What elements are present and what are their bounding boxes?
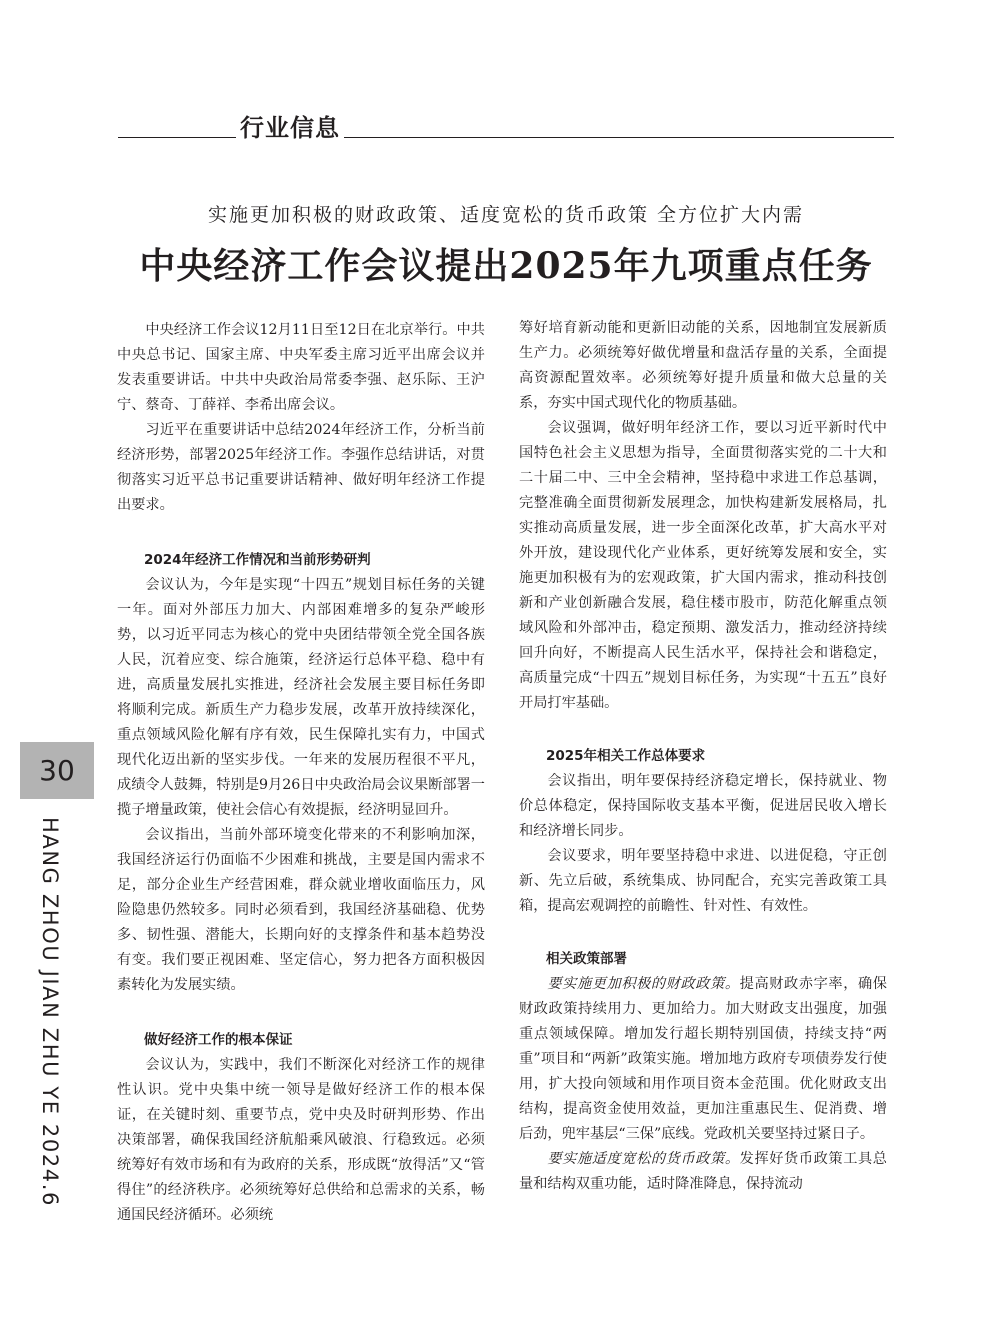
paragraph: 会议指出，明年要保持经济稳定增长，保持就业、物价总体稳定，保持国际收支基本平衡，促进居民收入增长和经济增长同步。	[519, 773, 887, 839]
paragraph: 会议认为，今年是实现“十四五”规划目标任务的关键一年。面对外部压力加大、内部困难增多的复杂严峻形势，以习近平同志为核心的党中央团结带领全党全国各族人民，沉着应变、综合施策，经济运行总体平稳、稳中有进，高质量发展扎实推进，经济社会发展主要目标任务即将顺利完成。新质生产力稳步发展，改革开放持续深化，重点领域风险化解有序有效，民生保障扎实有力，中国式现代化迈出新的坚实步伐。一年来的发展历程很不平凡，成绩令人鼓舞，特别是9月26日中央政治局会议果断部署一揽子增量政策，使社会信心有效提振，经济明显回升。	[117, 577, 485, 818]
paragraph: 会议指出，当前外部环境变化带来的不利影响加深，我国经济运行仍面临不少困难和挑战，主要是国内需求不足，部分企业生产经营困难，群众就业增收面临压力，风险隐患仍然较多。同时必须看到，我国经济基础稳、优势多、韧性强、潜能大，长期向好的支撑条件和基本趋势没有变。我们要正视困难、坚定信心，努力把各方面积极因素转化为发展实绩。	[117, 827, 485, 993]
right-column	[519, 316, 887, 1197]
article-subtitle: 实施更加积极的财政政策、适度宽松的货币政策 全方位扩大内需	[207, 204, 805, 226]
section-rule	[118, 137, 894, 138]
paragraph: 会议认为，实践中，我们不断深化对经济工作的规律性认识。党中央集中统一领导是做好经济工作的根本保证，在关键时刻、重要节点，党中央及时研判形势、作出决策部署，确保我国经济航船乘风破浪、行稳致远。必须统筹好有效市场和有为政府的关系，形成既“放得活”又“管得住”的经济秩序。必须统筹好总供给和总需求的关系，畅通国民经济循环。必须统	[117, 1057, 485, 1223]
paragraph	[519, 1147, 887, 1197]
section-header	[118, 108, 894, 142]
paragraph-body: 提高财政赤字率，确保财政政策持续用力、更加给力。加大财政支出强度，加强重点领域保障。增加发行超长期特别国债，持续支持“两重”项目和“两新”政策实施。增加地方政府专项债券发行使用，扩大投向领域和用作项目资本金范围。优化财政支出结构，提高资金使用效益，更加注重惠民生、促消费、增后劲，兜牢基层“三保”底线。党政机关要坚持过紧日子。	[519, 976, 887, 1142]
paragraph: 习近平在重要讲话中总结2024年经济工作，分析当前经济形势，部署2025年经济工作。李强作总结讲话，对贯彻落实习近平总书记重要讲话精神、做好明年经济工作提出要求。	[117, 422, 485, 513]
section-heading: 2024年经济工作情况和当前形势研判	[144, 552, 371, 568]
paragraph: 会议强调，做好明年经济工作，要以习近平新时代中国特色社会主义思想为指导，全面贯彻落实党的二十大和二十届二中、三中全会精神，坚持稳中求进工作总基调，完整准确全面贯彻新发展理念，加快构建新发展格局，扎实推动高质量发展，进一步全面深化改革，扩大高水平对外开放，建设现代化产业体系，更好统筹发展和安全，实施更加积极有为的宏观政策，扩大国内需求，推动科技创新和产业创新融合发展，稳住楼市股市，防范化解重点领域风险和外部冲击，稳定预期、激发活力，推动经济持续回升向好，不断提高人民生活水平，保持社会和谐稳定，高质量完成“十四五”规划目标任务，为实现“十五五”良好开局打牢基础。	[519, 420, 887, 711]
left-column	[117, 318, 485, 1228]
section-heading: 相关政策部署	[546, 951, 627, 967]
section-heading: 2025年相关工作总体要求	[546, 748, 706, 764]
section-heading: 做好经济工作的根本保证	[144, 1032, 293, 1048]
paragraph: 中央经济工作会议12月11日至12日在北京举行。中共中央总书记、国家主席、中央军委主席习近平出席会议并发表重要讲话。中共中央政治局常委李强、赵乐际、王沪宁、蔡奇、丁薛祥、李希出席会议。	[117, 322, 485, 413]
section-label: 行业信息	[236, 108, 344, 143]
paragraph: 会议要求，明年要坚持稳中求进、以进促稳，守正创新、先立后破，系统集成、协同配合，充实完善政策工具箱，提高宏观调控的前瞻性、针对性、有效性。	[519, 848, 887, 914]
page-number: 30	[20, 742, 94, 799]
journal-footer: HANG ZHOU JIAN ZHU YE 2024.6	[38, 817, 62, 1207]
paragraph-lead: 要实施适度宽松的货币政策。	[547, 1151, 740, 1167]
paragraph-lead: 要实施更加积极的财政政策。	[547, 976, 740, 992]
paragraph: 筹好培育新动能和更新旧动能的关系，因地制宜发展新质生产力。必须统筹好做优增量和盘活存量的关系，全面提高资源配置效率。必须统筹好提升质量和做大总量的关系，夯实中国式现代化的物质基础。	[519, 320, 887, 411]
paragraph	[519, 972, 887, 1147]
article-title: 中央经济工作会议提出2025年九项重点任务	[139, 245, 873, 287]
paragraph-body: 发挥好货币政策工具总量和结构双重功能，适时降准降息，保持流动	[519, 1151, 887, 1192]
